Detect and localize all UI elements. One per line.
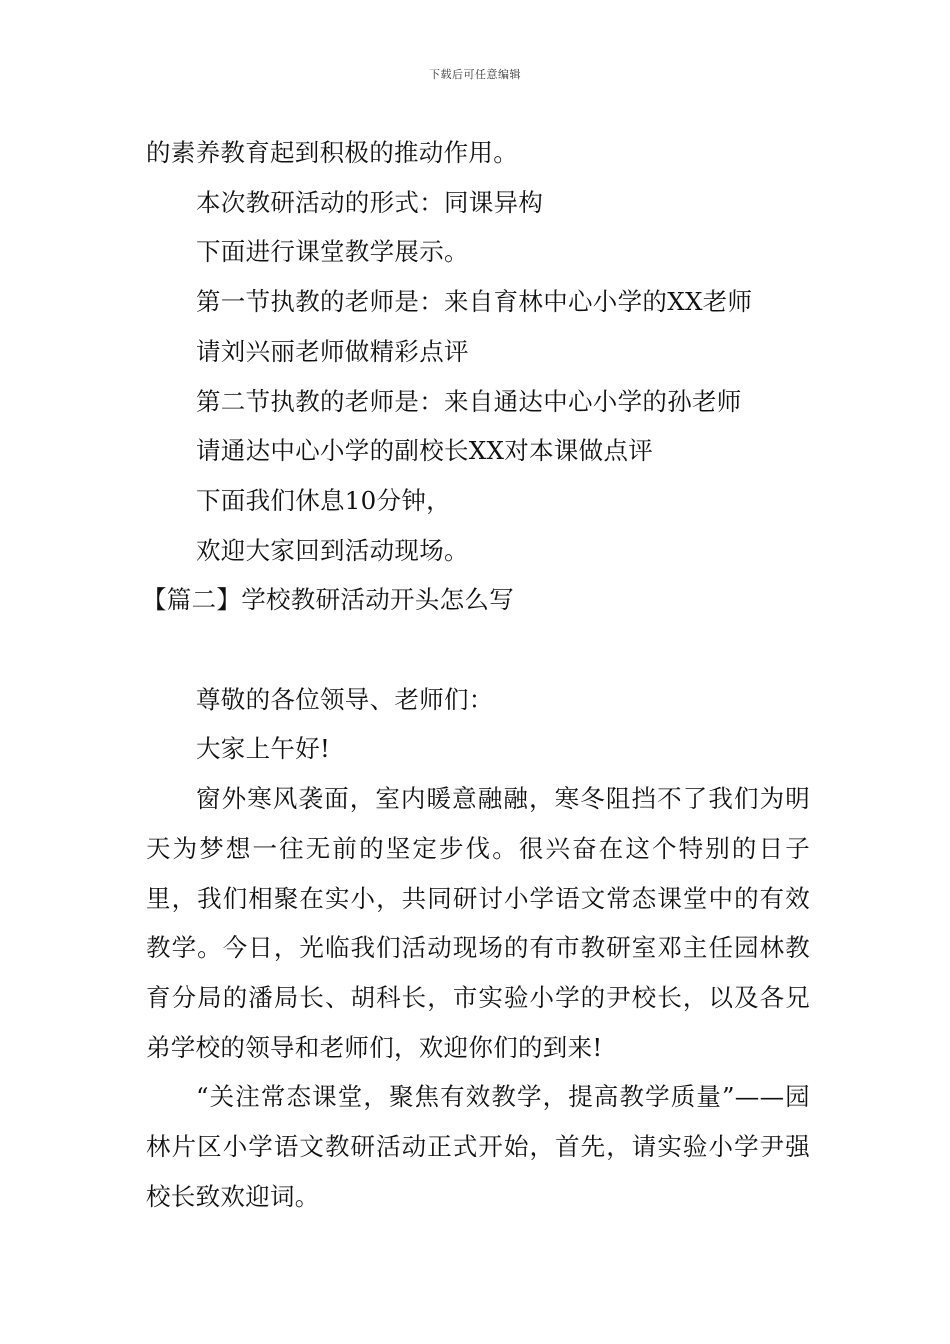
welcome-back-line: 欢迎大家回到活动现场。 xyxy=(196,535,469,565)
continuation-line: 的素养教育起到积极的推动作用。 xyxy=(146,138,518,167)
opening-paragraph: 窗外寒风袭面，室内暖意融融，寒冬阻挡不了我们为明天为梦想一往无前的坚定步伐。很兴奋在这个特别的日子里，我们相聚在实小，共同研讨小学语文常态课堂中的有效教学。今日，光临我们活动现场的有市教研室邓主任园林教育分局的潘局长、胡科长，市实验小学的尹校长，以及各兄弟学校的领导和老师们，欢迎你们的到来! xyxy=(146,784,810,1062)
first-review-line: 请刘兴丽老师做精彩点评 xyxy=(196,336,469,366)
theme-paragraph: “关注常态课堂，聚焦有效教学，提高教学质量”——园林片区小学语文教研活动正式开始，首先，请实验小学尹强校长致欢迎词。 xyxy=(146,1082,810,1211)
second-teacher-line: 第二节执教的老师是：来自通达中心小学的孙老师 xyxy=(196,386,742,416)
second-review-line: 请通达中心小学的副校长XX对本课做点评 xyxy=(196,436,654,466)
salutation: 尊敬的各位领导、老师们： xyxy=(196,684,494,714)
section-title: 【篇二】学校教研活动开头怎么写 xyxy=(142,585,514,615)
first-teacher-line: 第一节执教的老师是：来自育林中心小学的XX老师 xyxy=(196,287,753,317)
teaching-display-line: 下面进行课堂教学展示。 xyxy=(196,237,469,267)
activity-form-line: 本次教研活动的形式：同课异构 xyxy=(196,187,544,217)
break-line: 下面我们休息10分钟， xyxy=(196,485,451,515)
greeting: 大家上午好! xyxy=(196,734,331,764)
header-note: 下载后可任意编辑 xyxy=(429,68,521,81)
blank-line xyxy=(146,625,810,675)
document-body xyxy=(142,128,810,1221)
